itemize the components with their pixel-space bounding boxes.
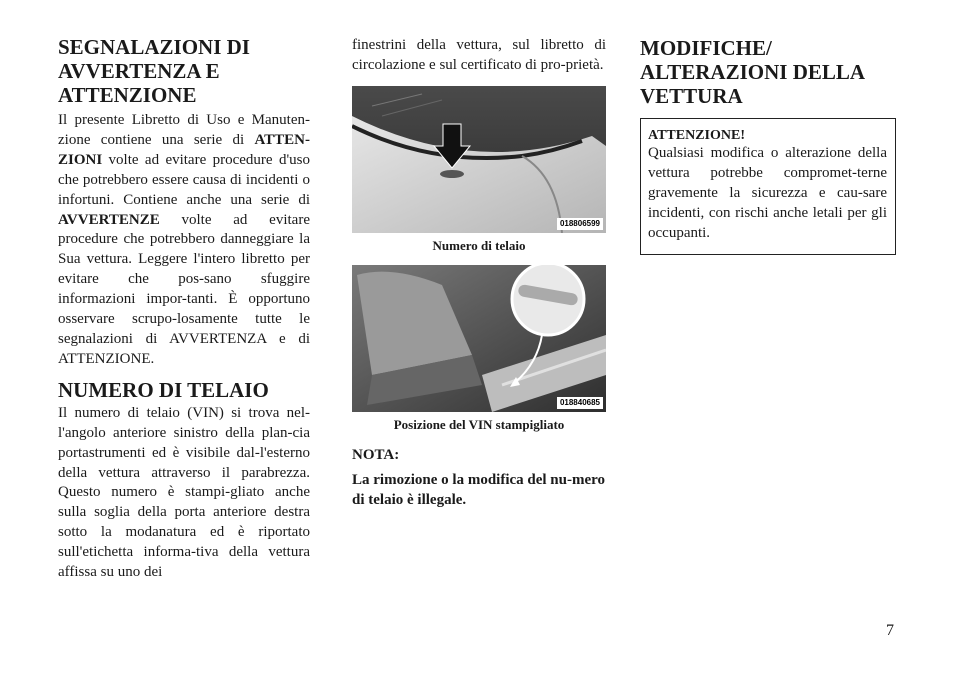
middle-column bbox=[352, 0, 606, 511]
note-label: NOTA: bbox=[352, 446, 400, 463]
warning-title: ATTENZIONE! bbox=[648, 128, 745, 143]
figure2-caption: Posizione del VIN stampigliato bbox=[393, 416, 565, 432]
vin-windshield-photo bbox=[352, 86, 606, 233]
heading-warnings: SEGNALAZIONI DI AVVERTENZA E ATTENZIONE bbox=[58, 35, 250, 107]
door-sill-illustration bbox=[352, 265, 606, 412]
vin-paragraph: Il numero di telaio (VIN) si trova nel-l'angolo anteriore sinistro della plan-cia portastrumenti ed è visibile dal-l'esterno della vettura attraverso il parabrezza. Questo numero è stampi-gliato anche sulla soglia della porta anteriore destra sotto la modanatura ed è riportato sull'etichetta informa-tiva della vettura affissa su uno dei bbox=[58, 404, 310, 581]
warnings-text-2: volte ad evitare procedure d'uso che potrebbero essere causa di incidenti o infortuni. Contiene anche una serie di bbox=[58, 151, 310, 208]
continued-paragraph: finestrini della vettura, sul libretto di circolazione e sul certificato di pro-prietà. bbox=[352, 37, 606, 73]
heading-modifications: MODIFICHE/ ALTERAZIONI DELLA VETTURA bbox=[640, 36, 864, 108]
right-column bbox=[640, 0, 896, 255]
warnings-bold-avvertenze: AVVERTENZE bbox=[58, 211, 160, 228]
warnings-text-1: Il presente Libretto di Uso e Manuten-zione contiene una serie di bbox=[58, 112, 310, 148]
warning-text: Qualsiasi modifica o alterazione della vettura potrebbe compromet-terne gravemente la sicurezza e cau-sare incidenti, con rischi anche letali per gli occupanti. bbox=[648, 145, 887, 241]
figure2-code: 018840685 bbox=[557, 397, 603, 409]
warnings-text-3: volte ad evitare procedure che potrebbero danneggiare la Sua vettura. Leggere l'intero libretto per evitare che pos-sano sfuggire informazioni impor-tanti. È opportuno osservare scrupo-losamente tutte le segnalazioni di AVVERTENZA e di ATTENZIONE. bbox=[58, 211, 310, 367]
heading-vin: NUMERO DI TELAIO bbox=[58, 377, 269, 402]
windshield-illustration bbox=[352, 86, 606, 233]
vin-sill-photo bbox=[352, 265, 606, 412]
left-column bbox=[58, 0, 310, 583]
warnings-paragraph bbox=[58, 111, 310, 370]
figure1-code: 018806599 bbox=[557, 218, 603, 230]
warnings-bold-attenzioni: ATTEN-ZIONI bbox=[58, 131, 310, 168]
warning-box bbox=[640, 118, 896, 255]
figure1-caption: Numero di telaio bbox=[432, 237, 526, 253]
page-number: 7 bbox=[886, 622, 894, 639]
note-text: La rimozione o la modifica del nu-mero di telaio è illegale. bbox=[352, 471, 606, 508]
